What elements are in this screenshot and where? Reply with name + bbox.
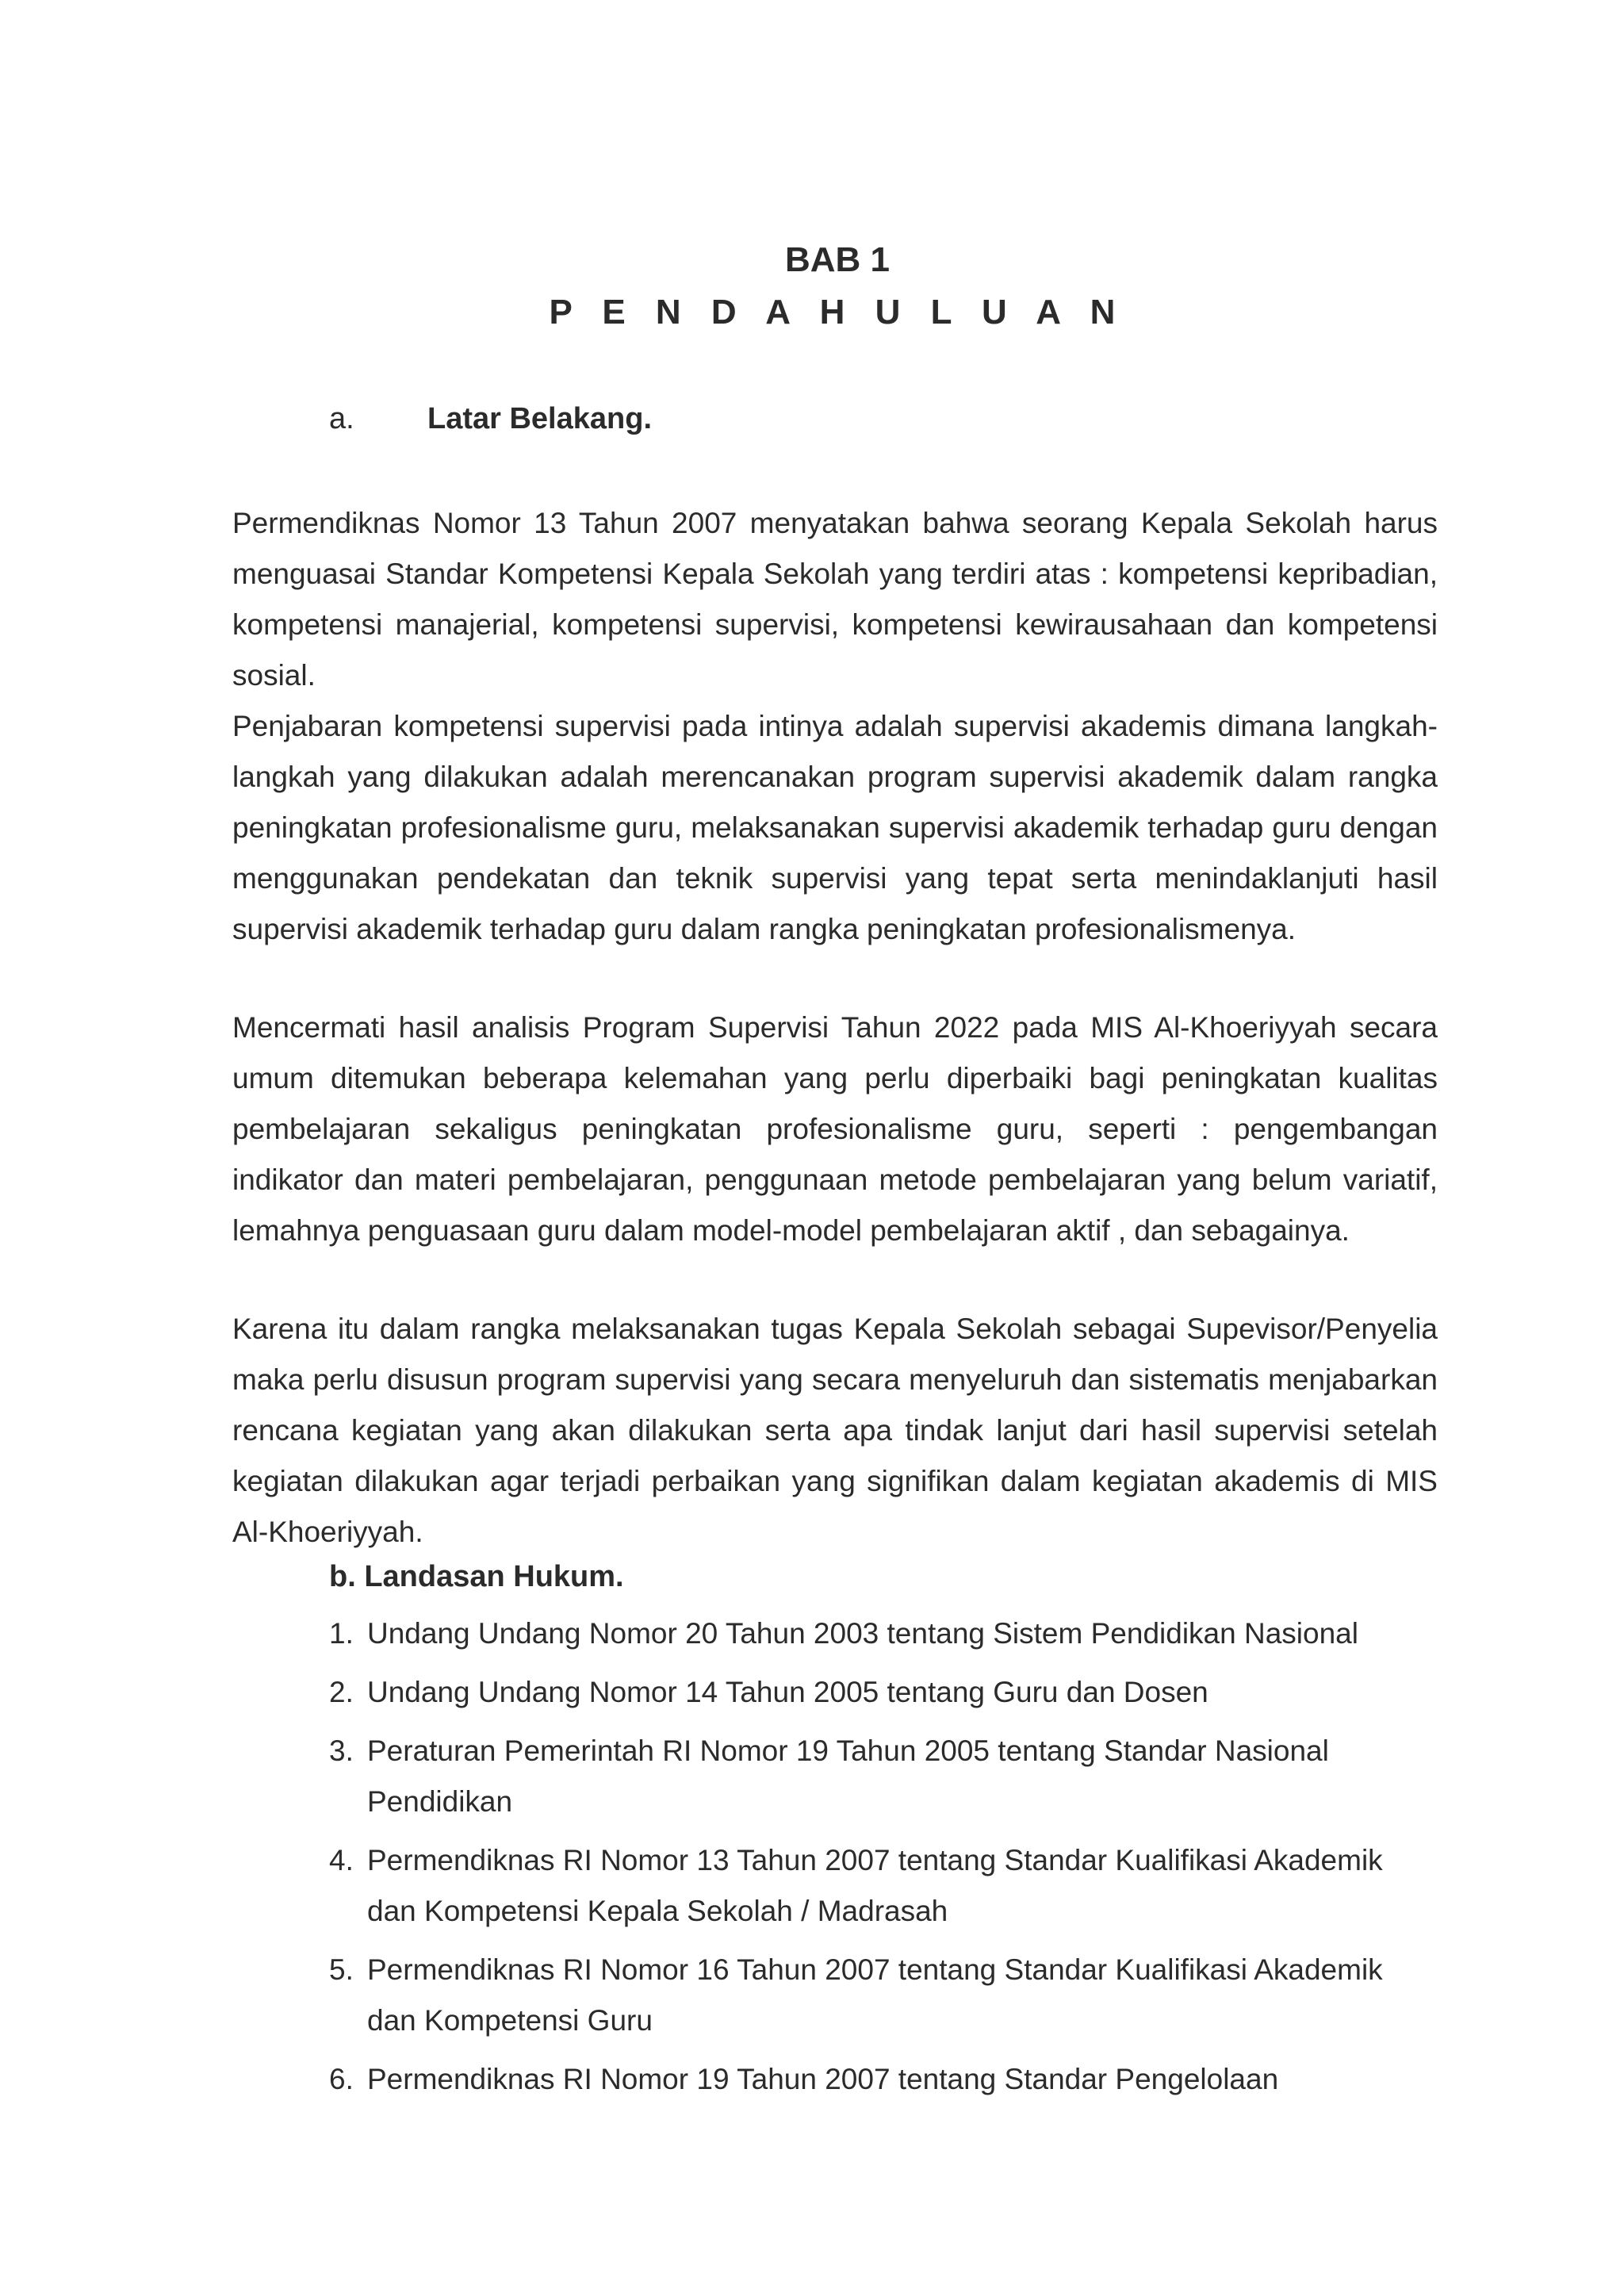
list-item <box>329 2054 1439 2105</box>
list-item-text: Permendiknas RI Nomor 19 Tahun 2007 tentang Standar Pengelolaan <box>367 2063 1279 2095</box>
list-item <box>329 1608 1439 1659</box>
list-item-text: Peraturan Pemerintah RI Nomor 19 Tahun 2005 tentang Standar Nasional Pendidikan <box>367 1734 1329 1818</box>
list-item <box>329 1726 1439 1827</box>
list-item-number: 1. <box>329 1617 354 1650</box>
list-item-number: 4. <box>329 1844 354 1876</box>
list-item-number: 5. <box>329 1953 354 1986</box>
section-a-marker: a. <box>329 402 354 435</box>
section-b-heading: b. Landasan Hukum. <box>329 1560 624 1593</box>
list-item-number: 2. <box>329 1676 354 1708</box>
list-item <box>329 1835 1439 1937</box>
chapter-title: P E N D A H U L U A N <box>549 293 1126 332</box>
section-a-title: Latar Belakang. <box>427 402 652 435</box>
list-item <box>329 1667 1439 1718</box>
list-item-text: Permendiknas RI Nomor 16 Tahun 2007 tentang Standar Kualifikasi Akademik dan Kompetensi Guru <box>367 1953 1383 2037</box>
section-a-heading <box>329 397 652 441</box>
legal-basis-list <box>329 1608 1439 2113</box>
paragraph-1: Permendiknas Nomor 13 Tahun 2007 menyatakan bahwa seorang Kepala Sekolah harus menguasai Standar Kompetensi Kepala Sekolah yang terdiri atas : kompetensi kepribadian, kompetensi manajerial, kompetensi supervisi, kompetensi kewirausahaan dan kompetensi sosial. <box>232 507 1438 692</box>
list-item-number: 3. <box>329 1734 354 1767</box>
list-item-number: 6. <box>329 2063 354 2095</box>
list-item-text: Permendiknas RI Nomor 13 Tahun 2007 tentang Standar Kualifikasi Akademik dan Kompetensi Kepala Sekolah / Madrasah <box>367 1844 1383 1927</box>
paragraph-2: Penjabaran kompetensi supervisi pada intinya adalah supervisi akademis dimana langkah-langkah yang dilakukan adalah merencanakan program supervisi akademik dalam rangka peningkatan profesionalisme guru, melaksanakan supervisi akademik terhadap guru dengan menggunakan pendekatan dan teknik supervisi yang tepat serta menindaklanjuti hasil supervisi akademik terhadap guru dalam rangka peningkatan profesionalismenya. <box>232 710 1438 945</box>
list-item <box>329 1945 1439 2046</box>
paragraph-4: Karena itu dalam rangka melaksanakan tugas Kepala Sekolah sebagai Supevisor/Penyelia maka perlu disusun program supervisi yang secara menyeluruh dan sistematis menjabarkan rencana kegiatan yang akan dilakukan serta apa tindak lanjut dari hasil supervisi setelah kegiatan dilakukan agar terjadi perbaikan yang signifikan dalam kegiatan akademis di MIS Al-Khoeriyyah. <box>232 1313 1438 1548</box>
list-item-text: Undang Undang Nomor 20 Tahun 2003 tentang Sistem Pendidikan Nasional <box>367 1617 1358 1650</box>
list-item-text: Undang Undang Nomor 14 Tahun 2005 tentang Guru dan Dosen <box>367 1676 1208 1708</box>
chapter-number: BAB 1 <box>784 240 891 279</box>
paragraph-3: Mencermati hasil analisis Program Supervisi Tahun 2022 pada MIS Al-Khoeriyyah secara umum ditemukan beberapa kelemahan yang perlu diperbaiki bagi peningkatan kualitas pembelajaran sekaligus peningkatan profesionalisme guru, seperti : pengembangan indikator dan materi pembelajaran, penggunaan metode pembelajaran yang belum variatif, lemahnya penguasaan guru dalam model-model pembelajaran aktif , dan sebagainya. <box>232 1011 1438 1247</box>
